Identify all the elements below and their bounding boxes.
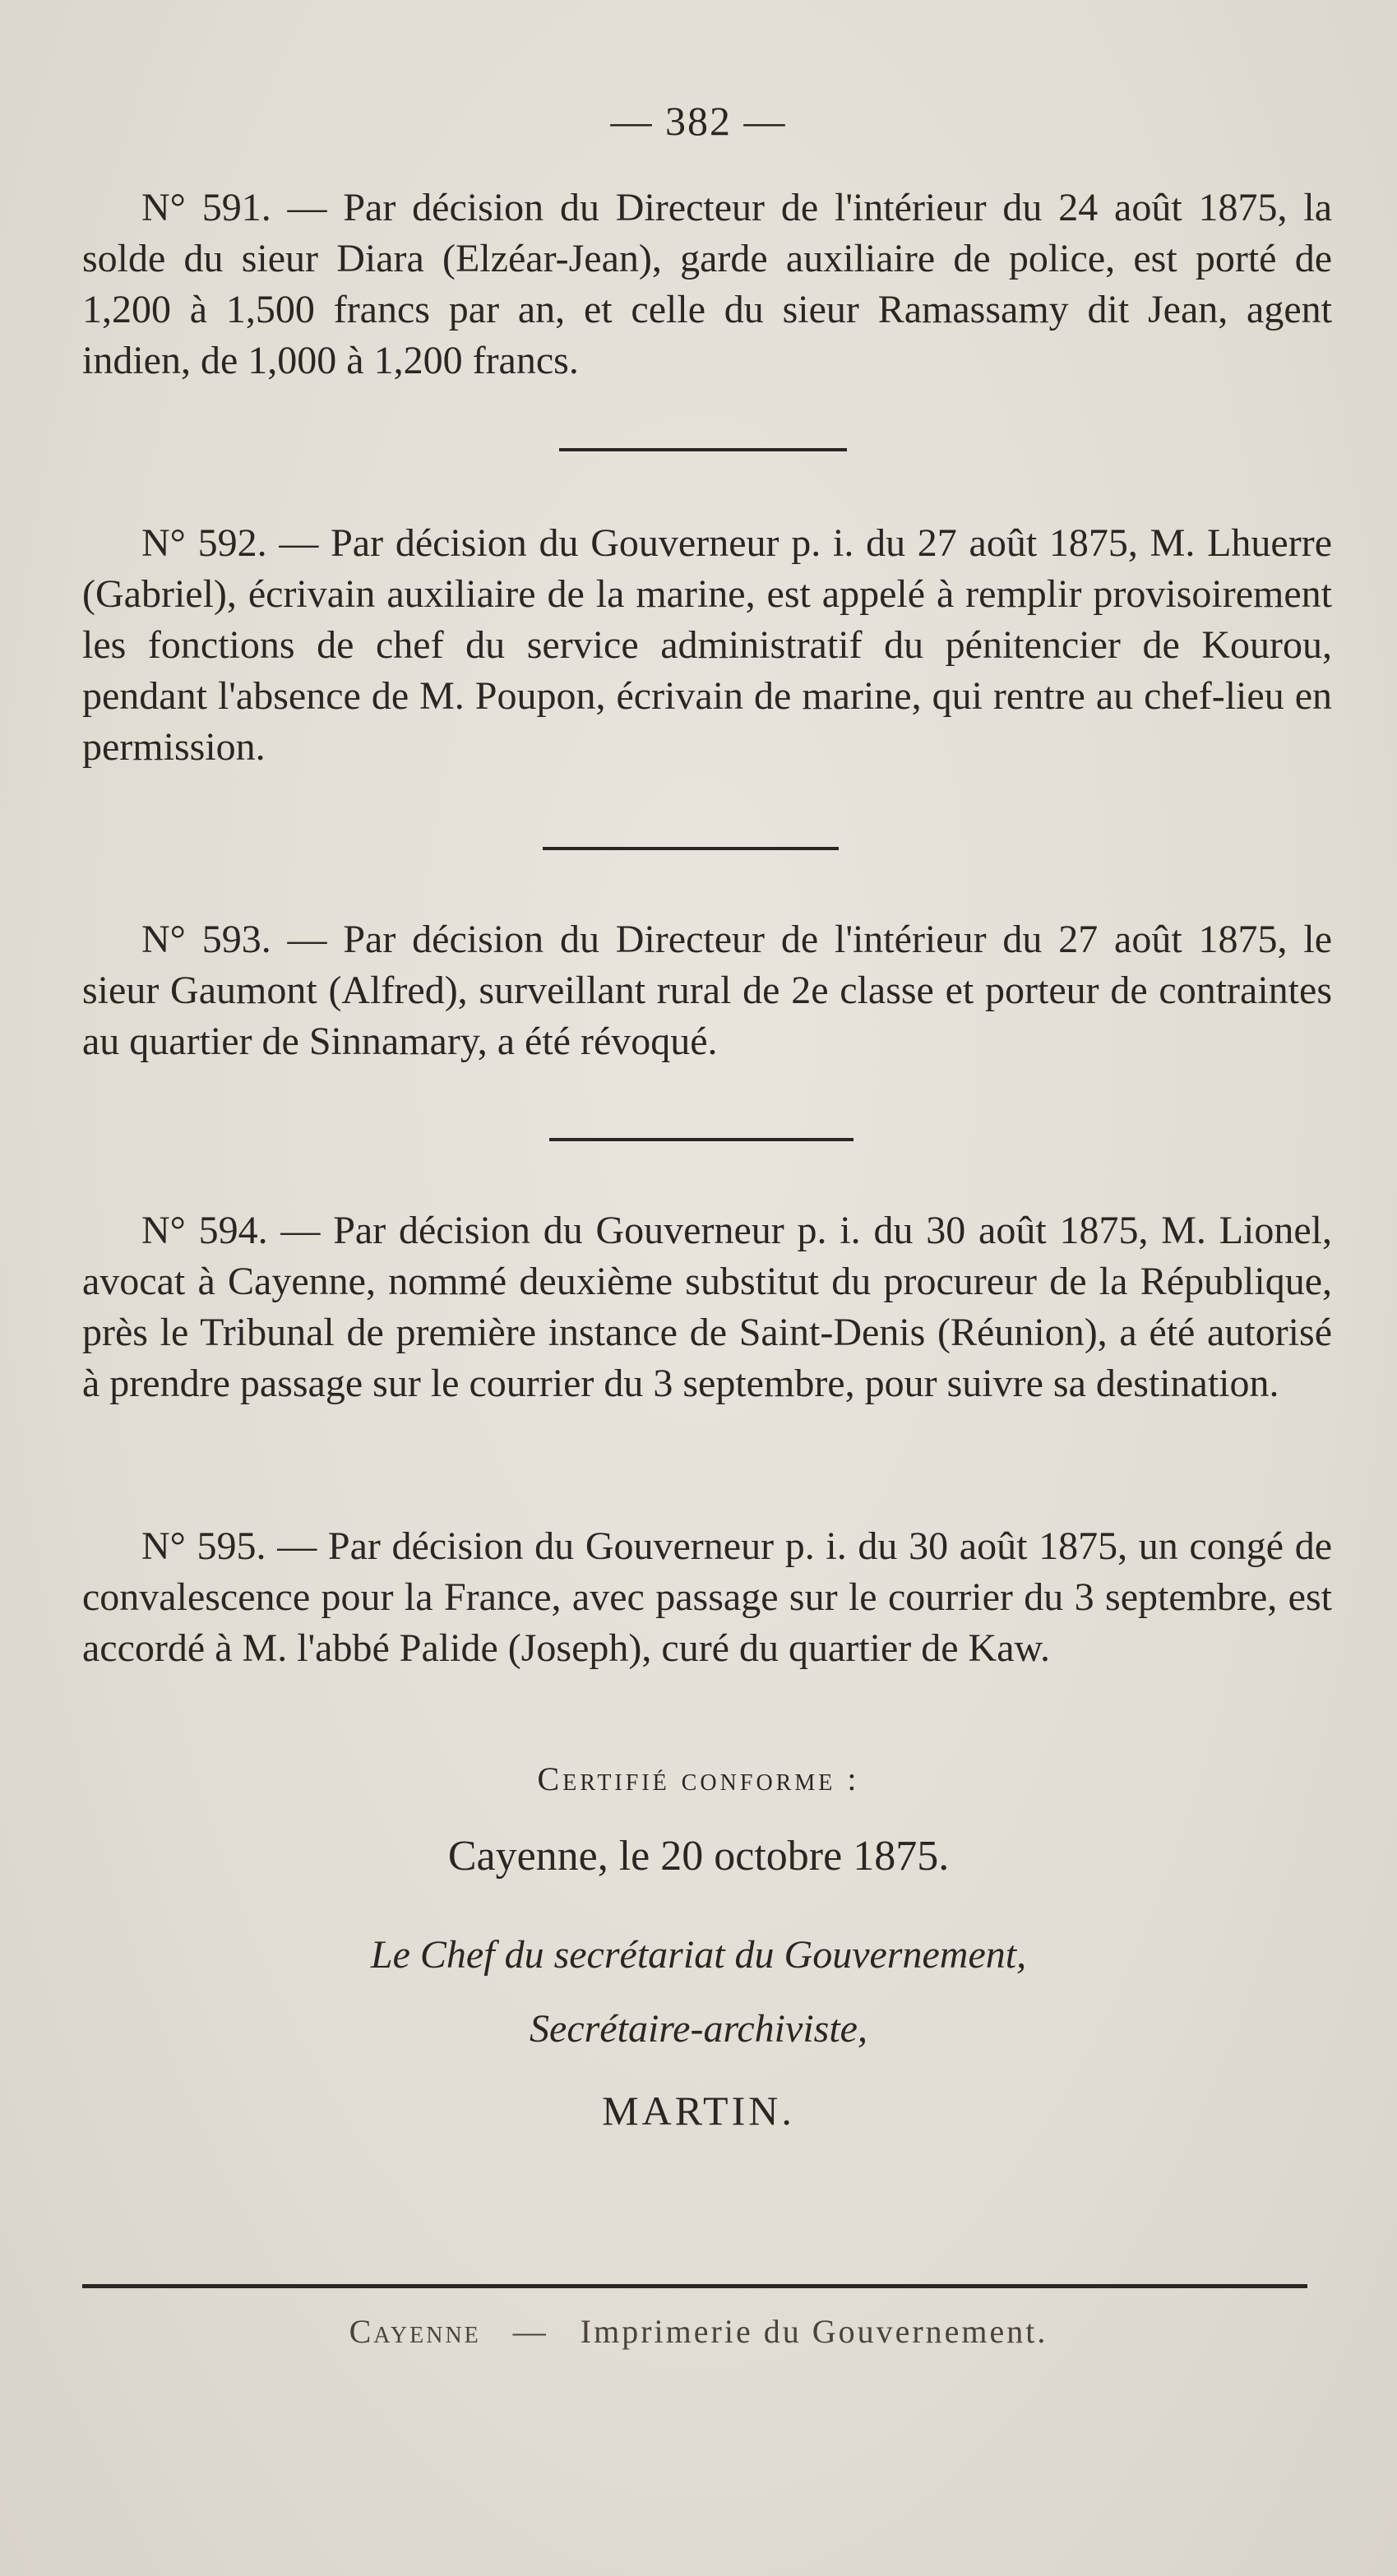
separator-rule (559, 448, 847, 451)
entry-592 (82, 518, 1332, 773)
signature: MARTIN. (602, 2088, 795, 2134)
certification-heading: Certifié conforme : (537, 1760, 860, 1797)
entry-text: N° 591. — Par décision du Directeur de l'intérieur du 24 août 1875, la solde du sieur Diara (Elzéar-Jean), garde auxiliaire de police, est porté de 1,200 à 1,500 francs par an, et celle du sieur Ramassamy dit Jean, agent indien, de 1,000 à 1,200 francs. (82, 186, 1332, 382)
footer-printer: Imprimerie du Gouvernement. (580, 2313, 1048, 2350)
entry-text: N° 595. — Par décision du Gouverneur p. i. du 30 août 1875, un congé de convalescence pour la France, avec passage sur le courrier du 3 septembre, est accordé à M. l'abbé Palide (Joseph), curé du quartier de Kaw. (82, 1524, 1332, 1670)
footer-separator: — (512, 2313, 548, 2350)
separator-rule (543, 847, 839, 850)
footer-place: Cayenne (349, 2313, 481, 2350)
entry-text: N° 594. — Par décision du Gouverneur p. i. du 30 août 1875, M. Lionel, avocat à Cayenne, nommé deuxième substitut du procureur de la République, près le Tribunal de première instance de Saint-Denis (Réunion), a été autorisé à prendre passage sur le courrier du 3 septembre, pour suivre sa destination. (82, 1209, 1332, 1405)
certification-role: Secrétaire-archiviste, (530, 2007, 867, 2051)
entry-591 (82, 183, 1332, 386)
entry-text: N° 592. — Par décision du Gouverneur p. i. du 27 août 1875, M. Lhuerre (Gabriel), écrivain auxiliaire de la marine, est appelé à remplir provisoirement les fonctions de chef du service administratif du pénitencier de Kourou, pendant l'absence de M. Poupon, écrivain de marine, qui rentre au chef-lieu en permission. (82, 521, 1332, 769)
entry-595 (82, 1521, 1332, 1674)
printer-footer (0, 2312, 1397, 2351)
entry-text: N° 593. — Par décision du Directeur de l'intérieur du 27 août 1875, le sieur Gaumont (Alfred), surveillant rural de 2e classe et porteur de contraintes au quartier de Sinnamary, a été révoqué. (82, 918, 1332, 1063)
footer-rule (82, 2284, 1307, 2288)
entry-593 (82, 914, 1332, 1067)
separator-rule (549, 1138, 853, 1141)
page-number: — 382 — (610, 98, 787, 144)
certification-chief: Le Chef du secrétariat du Gouvernement, (370, 1933, 1027, 1977)
entry-594 (82, 1205, 1332, 1409)
certification-place-date: Cayenne, le 20 octobre 1875. (447, 1833, 950, 1880)
